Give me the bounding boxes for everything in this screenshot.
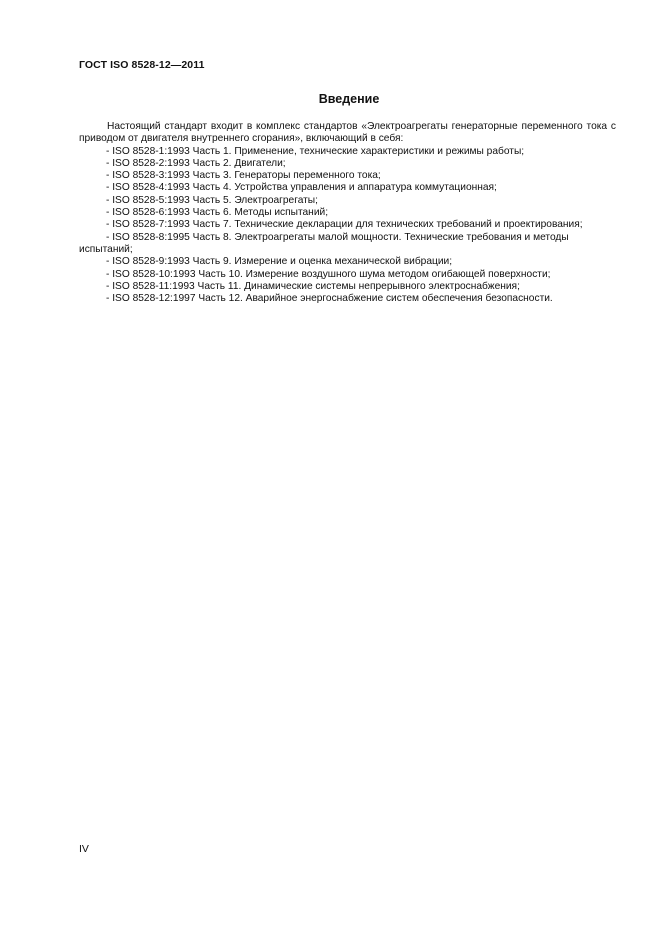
- standards-list: [79, 146, 616, 306]
- intro-paragraph: Настоящий стандарт входит в комплекс стандартов «Электроагрегаты генераторные переменного тока с приводом от двигателя внутреннего сгорания», включающий в себя:: [79, 121, 616, 145]
- list-item: - ISO 8528-6:1993 Часть 6. Методы испытаний;: [106, 207, 329, 219]
- list-item: - ISO 8528-7:1993 Часть 7. Технические декларации для технических требований и проектирования;: [106, 219, 583, 231]
- list-item: - ISO 8528-5:1993 Часть 5. Электроагрегаты;: [106, 194, 318, 206]
- list-item: - ISO 8528-4:1993 Часть 4. Устройства управления и аппаратура коммутационная;: [106, 182, 497, 194]
- section-title: Введение: [318, 92, 380, 106]
- list-item: - ISO 8528-11:1993 Часть 11. Динамические системы непрерывного электроснабжения;: [106, 280, 520, 292]
- page-number: IV: [79, 843, 89, 855]
- list-item: - ISO 8528-8:1995 Часть 8. Электроагрегаты малой мощности. Технические требования и методы испытаний;: [79, 231, 569, 255]
- list-item: - ISO 8528-3:1993 Часть 3. Генераторы переменного тока;: [106, 170, 381, 182]
- list-item: - ISO 8528-10:1993 Часть 10. Измерение воздушного шума методом огибающей поверхности;: [106, 268, 551, 280]
- list-item: - ISO 8528-9:1993 Часть 9. Измерение и оценка механической вибрации;: [106, 256, 453, 268]
- list-item: - ISO 8528-12:1997 Часть 12. Аварийное энергоснабжение систем обеспечения безопасности.: [106, 293, 553, 305]
- document-header: ГОСТ ISO 8528-12—2011: [79, 59, 205, 71]
- list-item: - ISO 8528-1:1993 Часть 1. Применение, технические характеристики и режимы работы;: [106, 145, 525, 157]
- section-body: [79, 121, 616, 305]
- list-item: - ISO 8528-2:1993 Часть 2. Двигатели;: [106, 157, 286, 169]
